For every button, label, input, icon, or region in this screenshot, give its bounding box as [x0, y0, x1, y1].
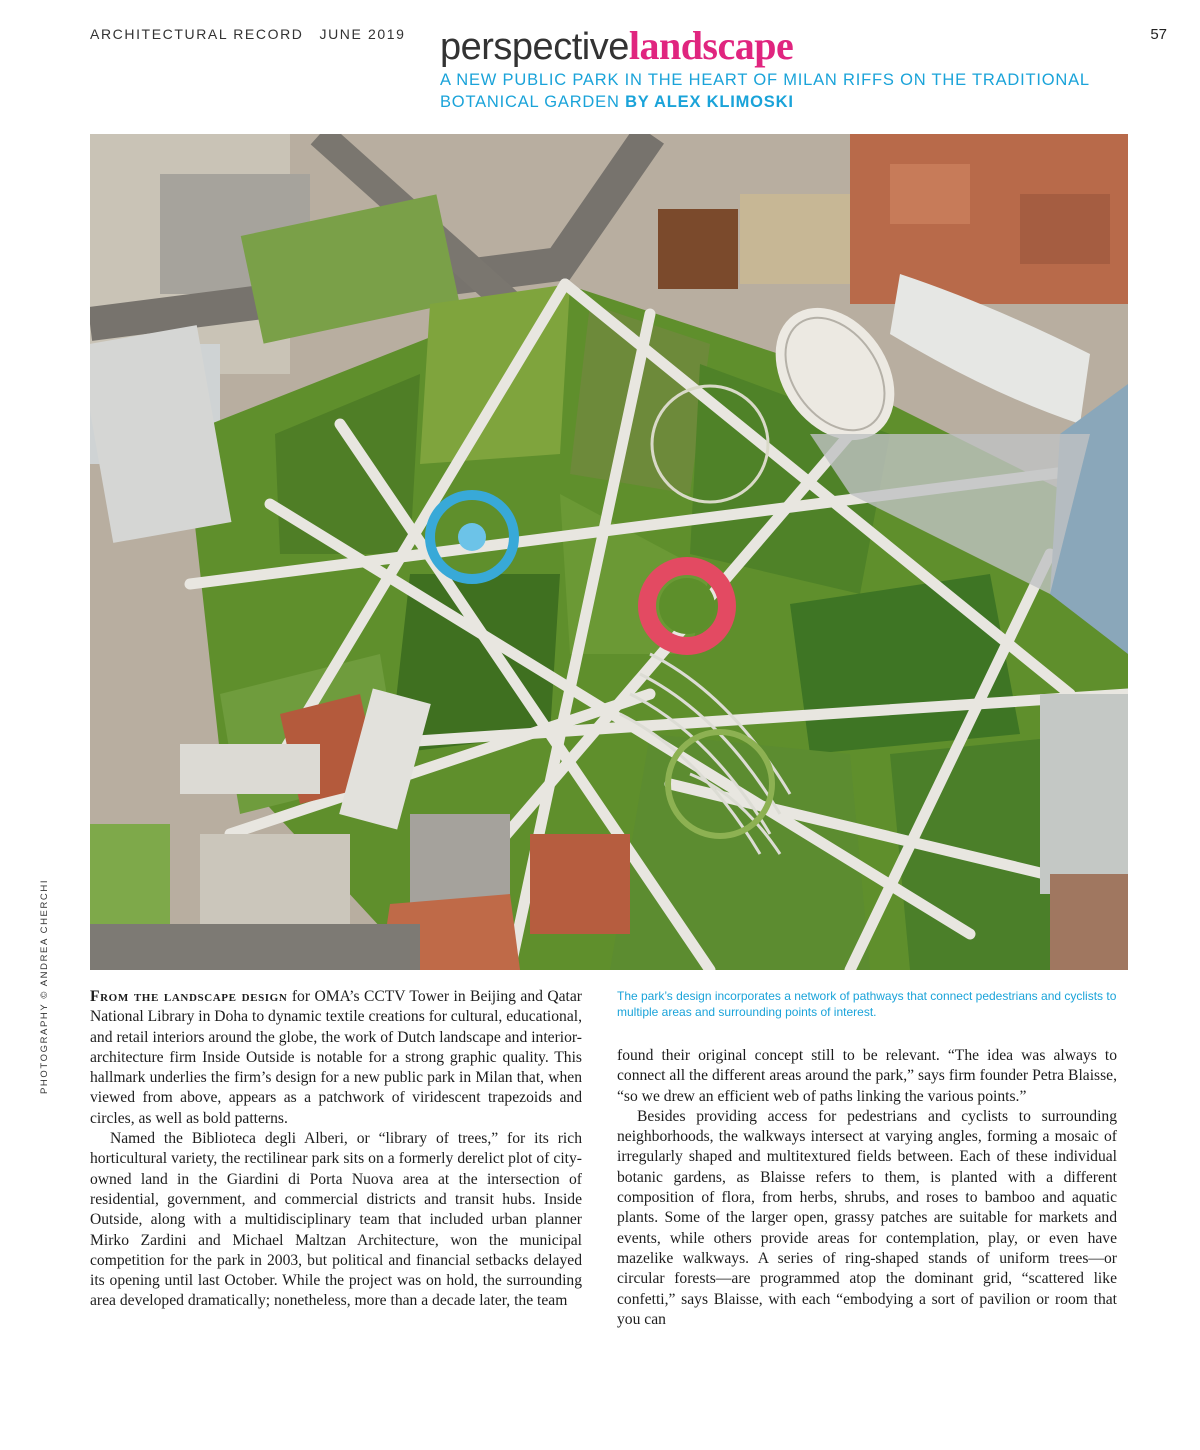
paragraph-1 — [90, 987, 582, 1129]
paragraph-4: Besides providing access for pedestrians and cyclists to surrounding neighborhoods, the walkways intersect at varying angles, forming a mosaic of irregularly shaped and multitextured fields between. Each of these individual botanic gardens, as Blaisse refers to them, is planted with a different composition of flora, from herbs, shrubs, and roses to bamboo and aquatic plants. Some of the larger open, grassy patches are suitable for markets and events, while others provide areas for contemplation, play, or even have mazelike walkways. A series of ring-shaped stands of uniform trees—or circular forests—are programmed atop the dominant grid, “scattered like confetti,” says Blaisse, with each “embodying a sort of pavilion or room that you can — [617, 1107, 1117, 1328]
section-title-bold: landscape — [628, 23, 794, 68]
publication-name: ARCHITECTURAL RECORD — [90, 26, 304, 42]
section-title — [440, 22, 793, 69]
article-deck — [440, 69, 1120, 113]
section-title-light: perspective — [440, 26, 629, 68]
paragraph-1-text: for OMA’s CCTV Tower in Beijing and Qatar National Library in Doha to dynamic textile creations for cultural, educational, and retail interiors around the globe, the work of Dutch landscape and interior-architecture firm Inside Outside is notable for a strong graphic quality. This hallmark underlies the firm’s design for a new public park in Milan that, when viewed from above, appears as a patchwork of viridescent trapezoids and circles, as well as bold patterns. — [90, 988, 583, 1127]
running-head — [90, 26, 406, 42]
lead-in: From the landscape design — [90, 988, 288, 1005]
issue-date: JUNE 2019 — [319, 26, 406, 42]
article-column-2 — [617, 1046, 1117, 1330]
photo-credit: PHOTOGRAPHY © ANDREA CHERCHI — [39, 878, 50, 1094]
deck-text: A NEW PUBLIC PARK IN THE HEART OF MILAN RIFFS ON THE TRADITIONAL BOTANICAL GARDEN — [440, 71, 1090, 111]
aerial-park-photo — [90, 134, 1128, 970]
paragraph-2: Named the Biblioteca degli Alberi, or “library of trees,” for its rich horticultural variety, the rectilinear park sits on a formerly derelict plot of city-owned land in the Giardini di Porta Nuova area at the intersection of residential, government, and commercial districts and transit hubs. Inside Outside, along with a multidisciplinary team that included urban planner Mirko Zardini and Michael Maltzan Architecture, won the municipal competition for the park in 2003, but political and financial setbacks delayed its opening until last October. While the project was on hold, the surrounding area developed dramatically; nonetheless, more than a decade later, the team — [90, 1130, 582, 1310]
page-number: 57 — [1150, 26, 1167, 43]
article-column-1 — [90, 987, 582, 1312]
photo-caption: The park’s design incorporates a network of pathways that connect pedestrians and cyclists to multiple areas and surrounding points of interest. — [617, 989, 1117, 1019]
byline: BY ALEX KLIMOSKI — [625, 93, 794, 111]
paragraph-3: found their original concept still to be relevant. “The idea was always to connect all the different areas around the park,” says firm founder Petra Blaisse, “so we drew an efficient web of paths linking the various points.” — [617, 1047, 1117, 1105]
